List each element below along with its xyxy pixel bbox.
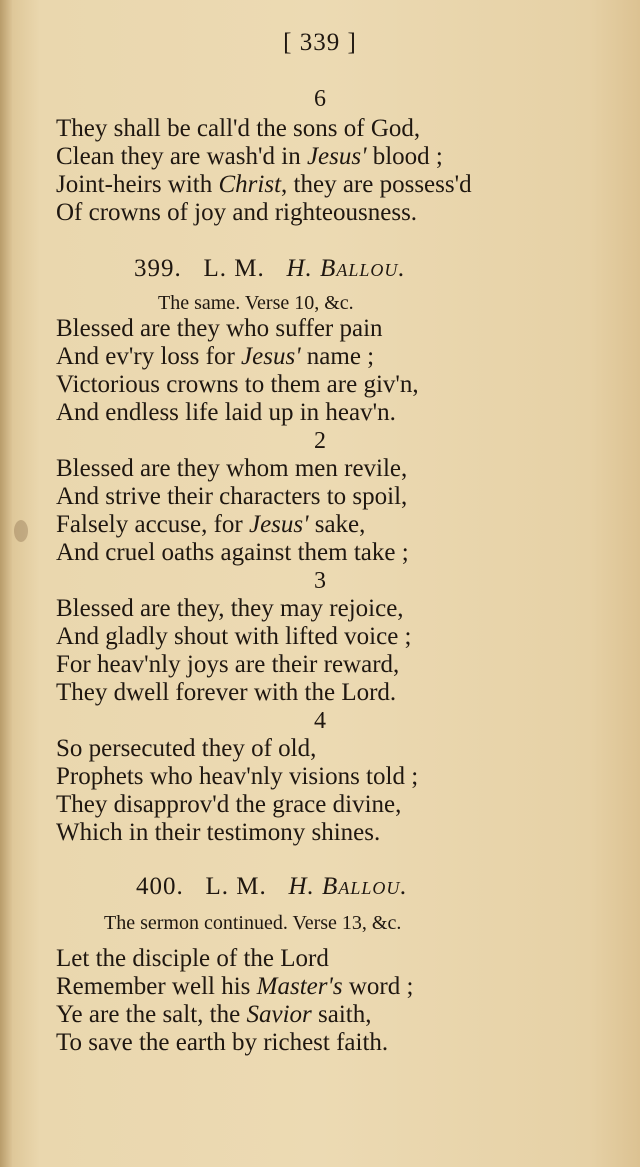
hymn-meter: L. M. bbox=[205, 873, 267, 900]
verse-line: Of crowns of joy and righteousness. bbox=[56, 199, 418, 226]
hymn-author: H. Ballou. bbox=[286, 255, 406, 282]
text: name ; bbox=[300, 343, 375, 370]
italic-text: Christ bbox=[218, 171, 282, 198]
text: word ; bbox=[342, 973, 414, 1000]
page-number-header: [ 339 ] bbox=[283, 29, 357, 56]
italic-text: Savior bbox=[246, 1001, 312, 1028]
hymn-subtitle: The sermon continued. Verse 13, &c. bbox=[104, 912, 402, 934]
hymn-heading bbox=[134, 254, 406, 284]
stanza-number: 4 bbox=[314, 708, 326, 734]
ink-smudge bbox=[14, 520, 28, 542]
verse-line: Which in their testimony shines. bbox=[56, 819, 381, 846]
verse-line: So persecuted they of old, bbox=[56, 735, 317, 762]
hymn-number: 399. bbox=[134, 255, 182, 282]
text: Clean they are wash'd in bbox=[56, 143, 307, 170]
text: saith, bbox=[311, 1001, 372, 1028]
text: Ye are the salt, the bbox=[56, 1001, 247, 1028]
verse-line: Victorious crowns to them are giv'n, bbox=[56, 371, 419, 398]
hymn-number: 400. bbox=[136, 873, 184, 900]
verse-line: Let the disciple of the Lord bbox=[56, 945, 329, 972]
verse-line: And cruel oaths against them take ; bbox=[56, 539, 409, 566]
verse-line: Blessed are they who suffer pain bbox=[56, 315, 383, 342]
verse-line bbox=[56, 510, 365, 540]
hymn-author: H. Ballou. bbox=[288, 873, 408, 900]
verse-line bbox=[56, 342, 374, 372]
verse-line: Prophets who heav'nly visions told ; bbox=[56, 763, 419, 790]
verse-line: And endless life laid up in heav'n. bbox=[56, 399, 396, 426]
verse-line: They dwell forever with the Lord. bbox=[56, 679, 397, 706]
hymn-heading bbox=[136, 872, 408, 902]
verse-line bbox=[56, 142, 443, 172]
text: sake, bbox=[308, 511, 366, 538]
verse-line: For heav'nly joys are their reward, bbox=[56, 651, 400, 678]
text: Joint-heirs with bbox=[56, 171, 219, 198]
hymn-subtitle: The same. Verse 10, &c. bbox=[158, 292, 354, 314]
text: blood ; bbox=[366, 143, 443, 170]
verse-line: And gladly shout with lifted voice ; bbox=[56, 623, 412, 650]
text: Remember well his bbox=[56, 973, 257, 1000]
italic-text: Jesus' bbox=[248, 511, 309, 538]
verse-line: Blessed are they whom men revile, bbox=[56, 455, 408, 482]
italic-text: Jesus' bbox=[306, 143, 367, 170]
text: And ev'ry loss for bbox=[56, 343, 242, 370]
italic-text: Master's bbox=[256, 973, 343, 1000]
text: Falsely accuse, for bbox=[56, 511, 249, 538]
verse-line: And strive their characters to spoil, bbox=[56, 483, 408, 510]
verse-line: Blessed are they, they may rejoice, bbox=[56, 595, 404, 622]
verse-line: They disapprov'd the grace divine, bbox=[56, 791, 402, 818]
verse-line: To save the earth by richest faith. bbox=[56, 1029, 389, 1056]
hymn-meter: L. M. bbox=[203, 255, 265, 282]
verse-line bbox=[56, 972, 413, 1002]
stanza-number: 6 bbox=[314, 86, 326, 112]
verse-line: They shall be call'd the sons of God, bbox=[56, 115, 421, 142]
verse-line bbox=[56, 1000, 371, 1030]
stanza-number: 2 bbox=[314, 428, 326, 454]
stanza-number: 3 bbox=[314, 568, 326, 594]
text: , they are possess'd bbox=[281, 171, 472, 198]
italic-text: Jesus' bbox=[241, 343, 301, 370]
verse-line bbox=[56, 170, 472, 200]
